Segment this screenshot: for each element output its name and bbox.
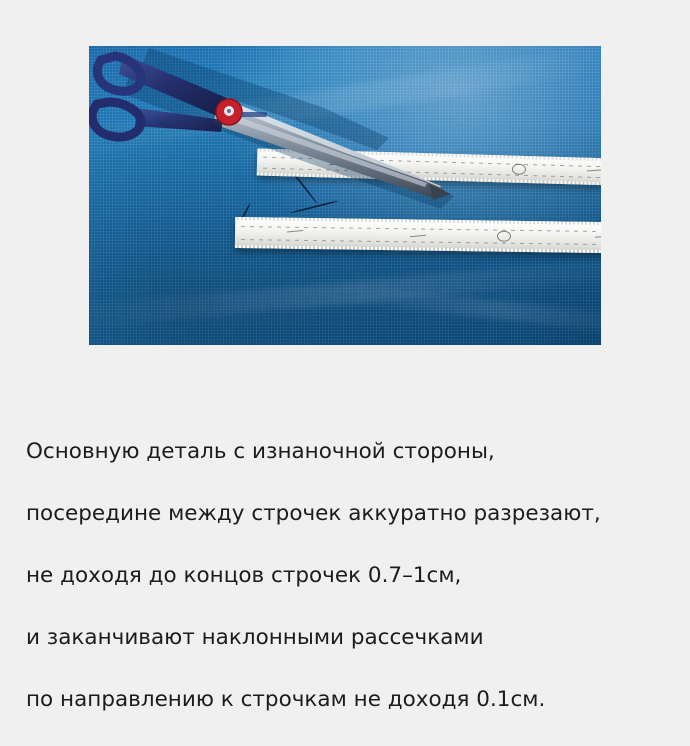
caption-line-5: по направлению к строчкам не доходя 0.1см. (26, 687, 546, 712)
instruction-photo (89, 46, 601, 345)
caption-line-2: посередине между строчек аккуратно разрезают, (26, 501, 601, 526)
caption-line-4: и заканчивают наклонными рассечками (26, 625, 484, 650)
scissors-pivot-screw (216, 99, 242, 125)
blade-brand-mark (241, 112, 267, 117)
caption-text (26, 405, 666, 746)
caption-line-1: Основную деталь с изнаночной стороны, (26, 439, 495, 464)
scissors (89, 46, 601, 345)
caption-line-3: не доходя до концов строчек 0.7–1см, (26, 563, 462, 588)
photo-canvas (89, 46, 601, 345)
